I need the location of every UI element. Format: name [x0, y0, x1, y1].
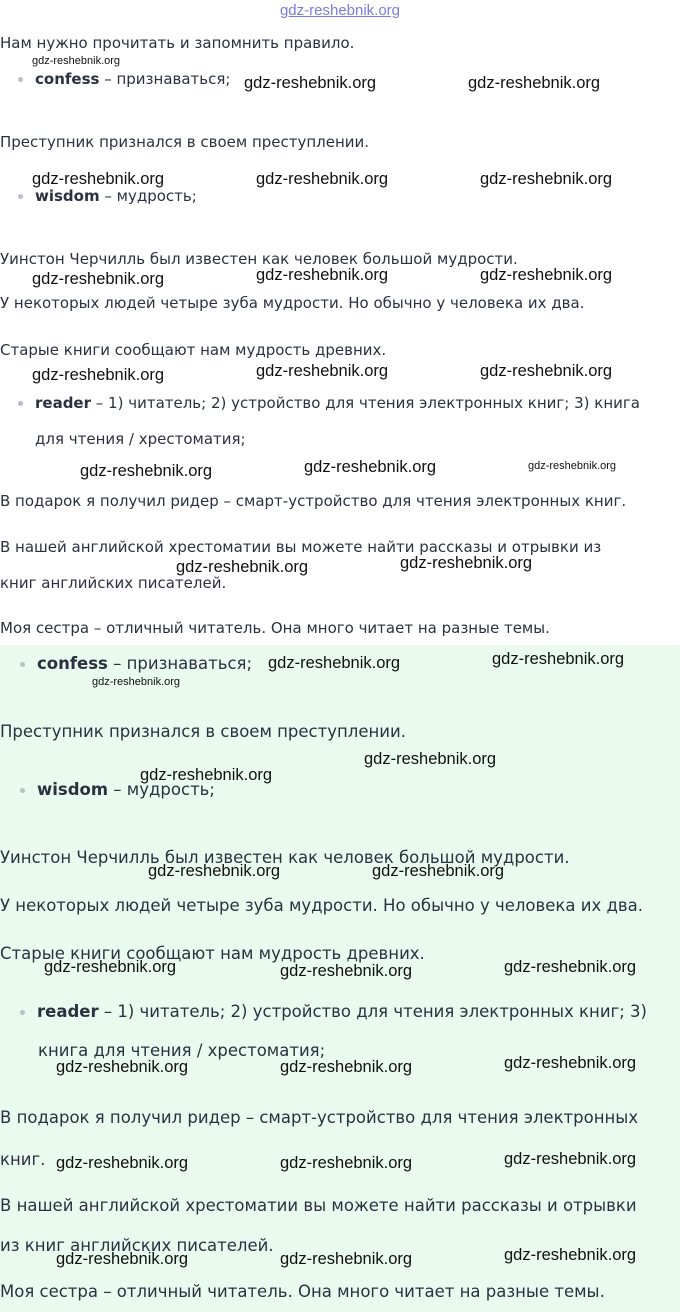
watermark: gdz-reshebnik.org [80, 462, 213, 480]
sentence-old-books: Старые книги сообщают нам мудрость древних. [0, 341, 387, 359]
term-confess-2: confess – признаваться; [20, 654, 252, 673]
watermark: gdz-reshebnik.org [504, 958, 637, 976]
watermark: gdz-reshebnik.org [480, 266, 613, 284]
watermark: gdz-reshebnik.org [244, 74, 377, 92]
sentence-anthology-2-cont: из книг английских писателей. [0, 1236, 274, 1255]
watermark: gdz-reshebnik.org [32, 170, 165, 188]
watermark: gdz-reshebnik.org [492, 650, 625, 668]
term-confess: confess – признаваться; [18, 70, 230, 88]
watermark: gdz-reshebnik.org [504, 1150, 637, 1168]
bullet-dot-icon [20, 788, 25, 793]
term-reader-cont: для чтения / хрестоматия; [35, 430, 246, 448]
bullet-dot-icon [20, 1010, 25, 1015]
bullet-dot-icon [18, 401, 23, 406]
bullet-dot-icon [18, 194, 23, 199]
watermark: gdz-reshebnik.org [56, 1250, 189, 1268]
watermark: gdz-reshebnik.org [32, 270, 165, 288]
sentence-reader-gift-2-cont: книг. [0, 1150, 46, 1169]
term-reader-2: reader – 1) читатель; 2) устройство для чтения электронных книг; 3) [20, 1002, 647, 1021]
watermark: gdz-reshebnik.org [256, 266, 389, 284]
sentence-old-books-2: Старые книги сообщают нам мудрость древних. [0, 944, 425, 963]
watermark: gdz-reshebnik.org [528, 460, 617, 472]
watermark: gdz-reshebnik.org [372, 862, 505, 880]
sentence-sister: Моя сестра – отличный читатель. Она много читает на разные темы. [0, 619, 550, 637]
sentence-teeth: У некоторых людей четыре зуба мудрости. Но обычно у человека их два. [0, 294, 585, 312]
watermark: gdz-reshebnik.org [56, 1058, 189, 1076]
bullet-dot-icon [18, 77, 23, 82]
watermark: gdz-reshebnik.org [480, 362, 613, 380]
watermark: gdz-reshebnik.org [304, 458, 437, 476]
watermark: gdz-reshebnik.org [280, 1154, 413, 1172]
watermark: gdz-reshebnik.org [32, 366, 165, 384]
sentence-churchill-2: Уинстон Черчилль был известен как человек большой мудрости. [0, 848, 570, 867]
sentence-confess: Преступник признался в своем преступлении. [0, 133, 370, 151]
term-wisdom-2: wisdom – мудрость; [20, 780, 215, 799]
bullet-dot-icon [20, 662, 25, 667]
watermark: gdz-reshebnik.org [44, 958, 177, 976]
watermark: gdz-reshebnik.org [256, 362, 389, 380]
watermark: gdz-reshebnik.org [364, 750, 497, 768]
watermark: gdz-reshebnik.org [400, 554, 533, 572]
watermark: gdz-reshebnik.org [504, 1246, 637, 1264]
watermark: gdz-reshebnik.org [480, 170, 613, 188]
watermark: gdz-reshebnik.org [280, 1058, 413, 1076]
watermark: gdz-reshebnik.org [56, 1154, 189, 1172]
watermark: gdz-reshebnik.org [148, 862, 281, 880]
watermark: gdz-reshebnik.org [504, 1054, 637, 1072]
sentence-confess-2: Преступник признался в своем преступлении. [0, 722, 406, 741]
term-reader-2-cont: книга для чтения / хрестоматия; [38, 1041, 326, 1060]
sentence-teeth-2: У некоторых людей четыре зуба мудрости. Но обычно у человека их два. [0, 896, 643, 915]
watermark: gdz-reshebnik.org [176, 558, 309, 576]
sentence-anthology: В нашей английской хрестоматии вы можете найти рассказы и отрывки из [0, 538, 602, 556]
sentence-anthology-2: В нашей английской хрестоматии вы можете найти рассказы и отрывки [0, 1196, 637, 1215]
term-reader: reader – 1) читатель; 2) устройство для чтения электронных книг; 3) книга [18, 394, 640, 412]
intro-text: Нам нужно прочитать и запомнить правило. [0, 34, 355, 52]
sentence-churchill: Уинстон Черчилль был известен как человек большой мудрости. [0, 250, 518, 268]
sentence-reader-gift-2: В подарок я получил ридер – смарт-устройство для чтения электронных [0, 1108, 639, 1127]
watermark: gdz-reshebnik.org [256, 170, 389, 188]
watermark: gdz-reshebnik.org [140, 766, 273, 784]
watermark: gdz-reshebnik.org [32, 55, 121, 67]
watermark: gdz-reshebnik.org [268, 654, 401, 672]
watermark: gdz-reshebnik.org [468, 74, 601, 92]
watermark: gdz-reshebnik.org [280, 1250, 413, 1268]
header-watermark-link[interactable]: gdz-reshebnik.org [279, 2, 401, 19]
sentence-sister-2: Моя сестра – отличный читатель. Она много читает на разные темы. [0, 1282, 605, 1301]
sentence-anthology-cont: книг английских писателей. [0, 574, 227, 592]
watermark: gdz-reshebnik.org [92, 676, 181, 688]
watermark: gdz-reshebnik.org [280, 962, 413, 980]
term-wisdom: wisdom – мудрость; [18, 187, 197, 205]
sentence-reader-gift: В подарок я получил ридер – смарт-устройство для чтения электронных книг. [0, 492, 627, 510]
